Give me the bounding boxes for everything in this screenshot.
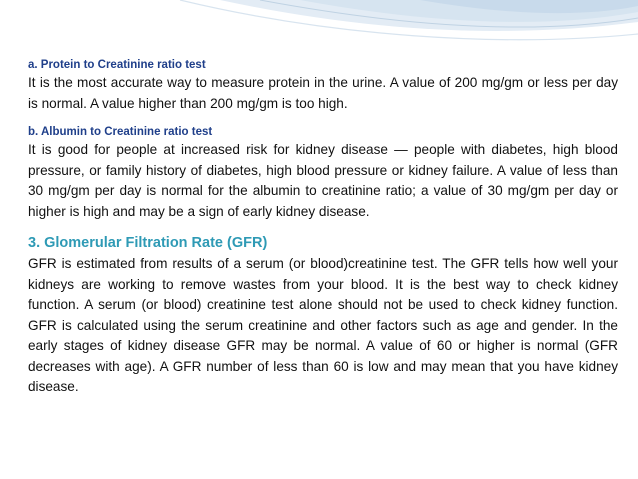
slide-content <box>28 57 618 398</box>
albumin-creatinine-heading: b. Albumin to Creatinine ratio test <box>28 126 213 138</box>
protein-creatinine-body: It is the most accurate way to measure protein in the urine. A value of 200 mg/gm or less per day is normal. A value higher than 200 mg/gm is too high. <box>28 75 618 111</box>
albumin-creatinine-body: It is good for people at increased risk for kidney disease — people with diabetes, high blood pressure, or family history of diabetes, high blood pressure or kidney failure. A value of less than 30 mg/gm per day is normal for the albumin to creatinine ratio; a value of 30 mg/gm per day or higher is high and may be a sign of early kidney disease. <box>28 142 618 219</box>
gfr-body: GFR is estimated from results of a serum (or blood)creatinine test. The GFR tells how well your kidneys are working to remove wastes from your blood. It is the best way to check kidney function. A serum (or blood) creatinine test alone should not be used to check kidney function. GFR is calculated using the serum creatinine and other factors such as age and gender. In the early stages of kidney disease GFR may be normal. A value of 60 or higher is normal (GFR decreases with age). A GFR number of less than 60 is low and may mean that you have kidney disease. <box>28 256 618 394</box>
gfr-section-title: 3. Glomerular Filtration Rate (GFR) <box>28 235 268 251</box>
decorative-swoosh <box>0 0 638 60</box>
protein-creatinine-heading: a. Protein to Creatinine ratio test <box>28 59 206 71</box>
